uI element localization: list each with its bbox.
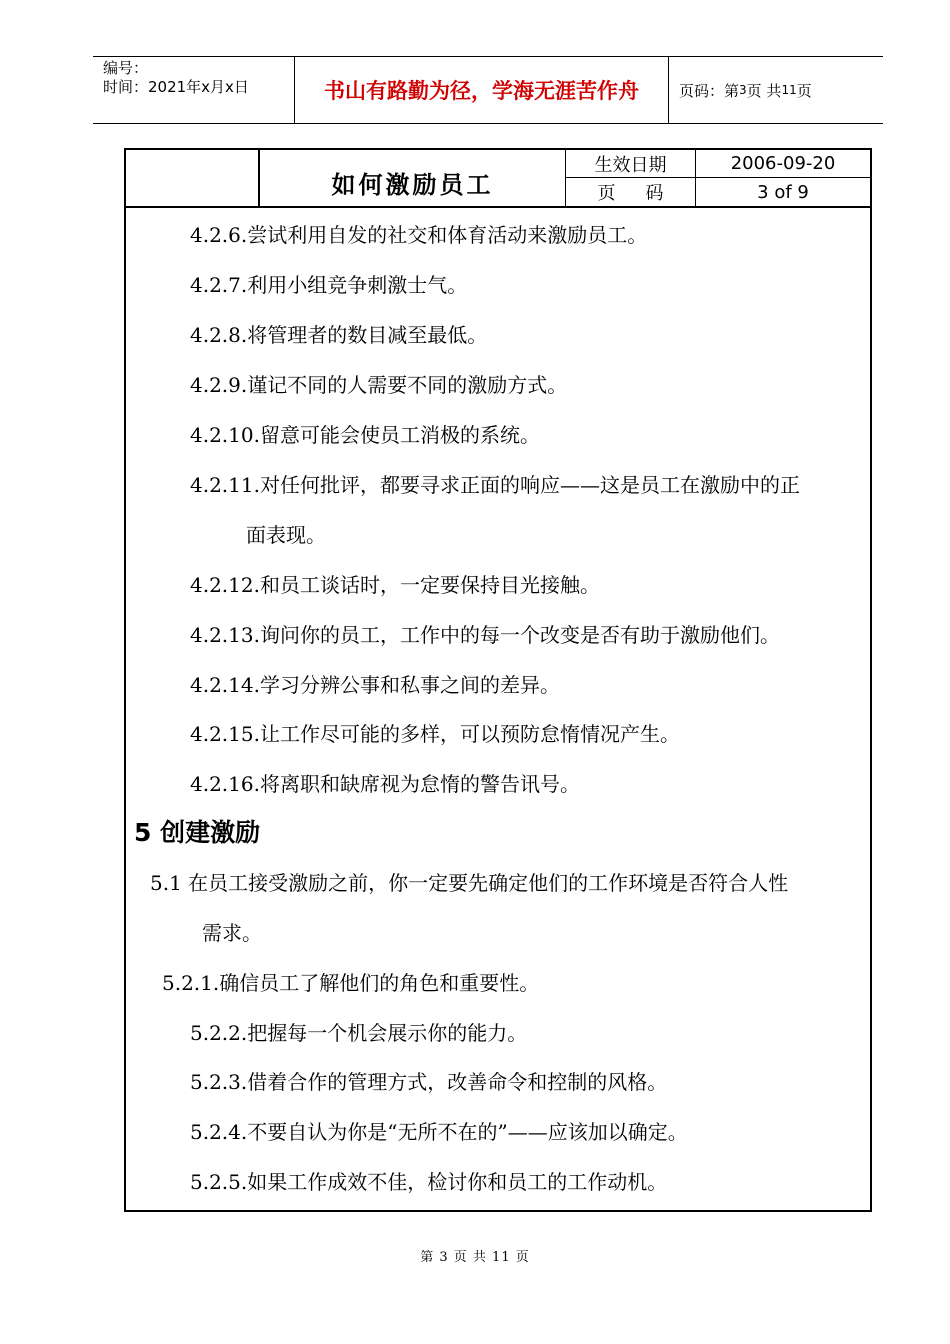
list-item: 4.2.13.询问你的员工，工作中的每一个改变是否有助于激励他们。: [190, 623, 780, 647]
list-item: 5.2.5.如果工作成效不佳，检讨你和员工的工作动机。: [190, 1170, 668, 1194]
top-header: [93, 56, 883, 124]
list-item: 4.2.8.将管理者的数目减至最低。: [190, 323, 488, 347]
page-mid: 页 共: [746, 81, 782, 100]
document-time-label: 时间：2021年x月x日: [103, 78, 249, 96]
document-number-label: 编号：: [103, 59, 149, 77]
list-item: 4.2.10.留意可能会使员工消极的系统。: [190, 423, 540, 447]
header-page-info: [669, 57, 883, 123]
list-item: 4.2.15.让工作尽可能的多样，可以预防怠惰情况产生。: [190, 722, 680, 746]
header-meta: [93, 57, 295, 123]
list-item: 5.2.3.借着合作的管理方式，改善命令和控制的风格。: [190, 1070, 668, 1094]
page-total: 11: [781, 83, 797, 97]
logo-cell: [126, 150, 260, 206]
page-number: 3: [739, 83, 747, 97]
page-suffix: 页: [796, 81, 812, 100]
list-item: 5.2.1.确信员工了解他们的角色和重要性。: [162, 971, 540, 995]
header-motto: 书山有路勤为径，学海无涯苦作舟: [295, 57, 669, 123]
section-heading: 5 创建激励: [134, 818, 261, 847]
list-item: 5.1 在员工接受激励之前，你一定要先确定他们的工作环境是否符合人性: [150, 871, 789, 895]
list-item: 4.2.14.学习分辨公事和私事之间的差异。: [190, 673, 560, 697]
page-code-value: 3 of 9: [757, 181, 809, 203]
page-footer: 第 3 页 共 11 页: [420, 1250, 530, 1265]
effective-date-value: 2006-09-20: [696, 150, 870, 178]
list-item: 4.2.6.尝试利用自发的社交和体育活动来激励员工。: [190, 223, 648, 247]
list-item: 5.2.2.把握每一个机会展示你的能力。: [190, 1021, 528, 1045]
document-header-table: [126, 150, 870, 208]
document-info-grid: [566, 150, 870, 206]
list-item-continuation: 需求。: [202, 921, 262, 945]
page-prefix: 页码：第: [679, 81, 740, 100]
list-item: 4.2.9.谨记不同的人需要不同的激励方式。: [190, 373, 568, 397]
list-item: 4.2.7.利用小组竞争刺激士气。: [190, 273, 468, 297]
list-item: 5.2.4.不要自认为你是“无所不在的”——应该加以确定。: [190, 1120, 688, 1144]
document-title: 如何激励员工: [260, 150, 566, 206]
list-item: 4.2.12.和员工谈话时，一定要保持目光接触。: [190, 573, 600, 597]
list-item: 4.2.16.将离职和缺席视为怠惰的警告讯号。: [190, 772, 580, 796]
page-code-label: 页码: [566, 178, 696, 206]
list-item-continuation: 面表现。: [246, 523, 326, 547]
list-item: 4.2.11.对任何批评，都要寻求正面的响应——这是员工在激励中的正: [190, 473, 800, 497]
effective-date-label: 生效日期: [566, 150, 696, 178]
